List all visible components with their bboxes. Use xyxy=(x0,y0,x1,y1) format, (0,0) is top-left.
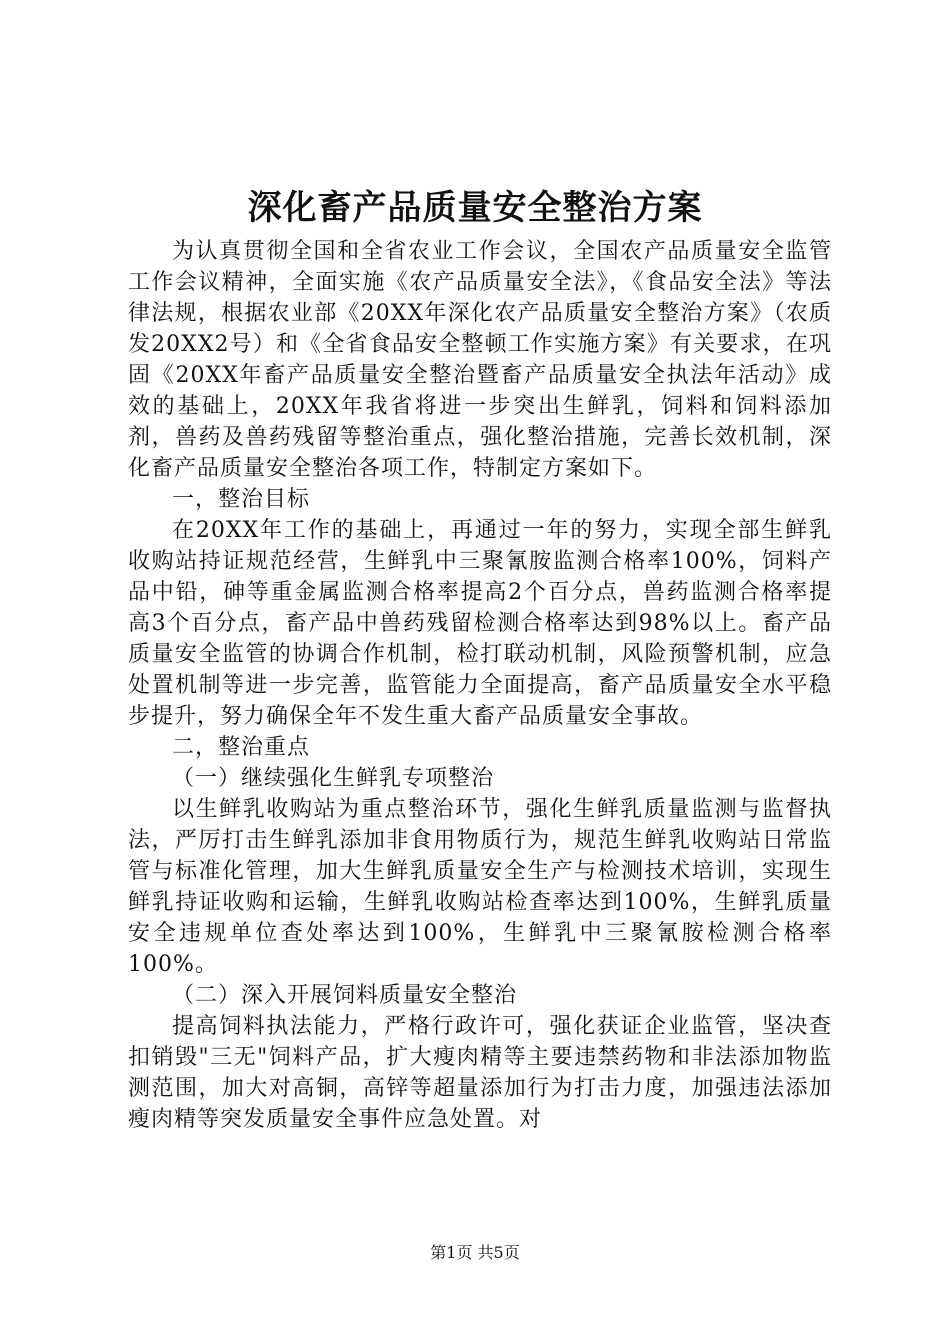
subsection-heading-raw-milk: （一）继续强化生鲜乳专项整治 xyxy=(172,766,495,791)
page-footer: 第1页 共5页 xyxy=(430,1243,520,1262)
section-heading-key-areas: 二，整治重点 xyxy=(172,735,311,760)
feed-paragraph: 提高饲料执法能力，严格行政许可，强化获证企业监管，坚决查扣销毁"三无"饲料产品，扩大瘦肉精等主要违禁药物和非法添加物监测范围，加大对高铜，高锌等超量添加行为打击力度，加强违法添加瘦肉精等突发质量安全事件应急处置。对 xyxy=(128,1014,832,1132)
raw-milk-paragraph: 以生鲜乳收购站为重点整治环节，强化生鲜乳质量监测与监督执法，严厉打击生鲜乳添加非食用物质行为，规范生鲜乳收购站日常监管与标准化管理，加大生鲜乳质量安全生产与检测技术培训，实现生鲜乳持证收购和运输，生鲜乳收购站检查率达到100%，生鲜乳质量安全违规单位查处率达到100%，生鲜乳中三聚氰胺检测合格率100%。 xyxy=(128,797,832,977)
goals-paragraph: 在20XX年工作的基础上，再通过一年的努力，实现全部生鲜乳收购站持证规范经营，生鲜乳中三聚氰胺监测合格率100%，饲料产品中铅，砷等重金属监测合格率提高2个百分点，兽药监测合格率提高3个百分点，畜产品中兽药残留检测合格率达到98%以上。畜产品质量安全监管的协调合作机制，检打联动机制，风险预警机制，应急处置机制等进一步完善，监管能力全面提高，畜产品质量安全水平稳步提升，努力确保全年不发生重大畜产品质量安全事故。 xyxy=(128,518,832,729)
intro-paragraph: 为认真贯彻全国和全省农业工作会议，全国农产品质量安全监管工作会议精神，全面实施《农产品质量安全法》，《食品安全法》等法律法规，根据农业部《20XX年深化农产品质量安全整治方案》（农质发20XX2号）和《全省食品安全整顿工作实施方案》有关要求，在巩固《20XX年畜产品质量安全整治暨畜产品质量安全执法年活动》成效的基础上，20XX年我省将进一步突出生鲜乳，饲料和饲料添加剂，兽药及兽药残留等整治重点，强化整治措施，完善长效机制，深化畜产品质量安全整治各项工作，特制定方案如下。 xyxy=(128,239,832,481)
document-body xyxy=(128,236,832,1135)
document-title: 深化畜产品质量安全整治方案 xyxy=(247,188,703,228)
section-heading-goals: 一，整治目标 xyxy=(172,487,311,512)
subsection-heading-feed: （二）深入开展饲料质量安全整治 xyxy=(172,983,518,1008)
